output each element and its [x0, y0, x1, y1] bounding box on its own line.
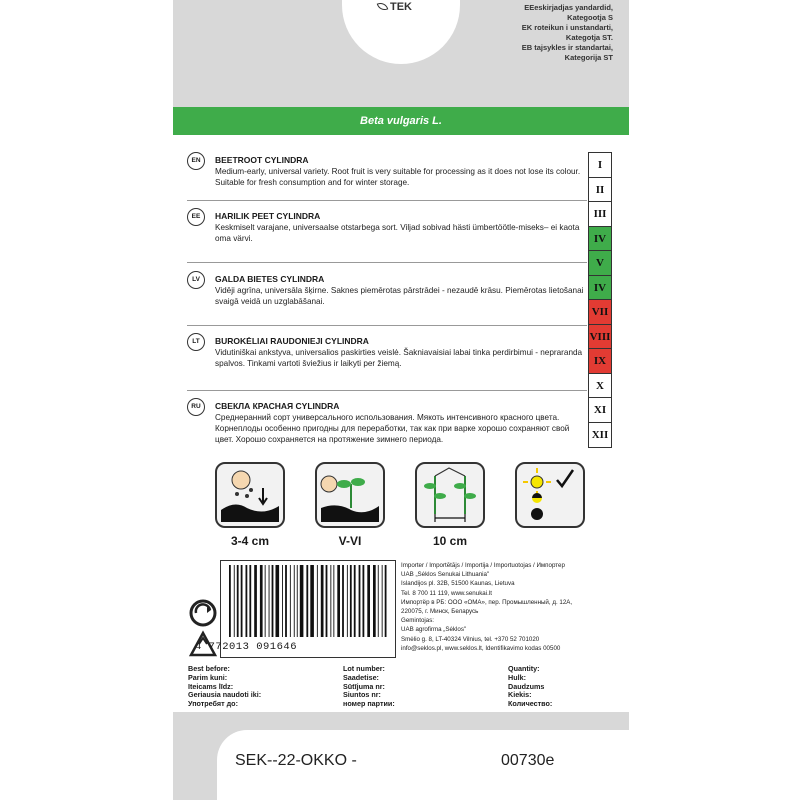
barcode-bar [297, 565, 298, 637]
barcode-bar [254, 565, 257, 637]
divider [187, 325, 587, 326]
importer-line: Импортёр в РБ: ООО «ОМА», пер. Промышленный, д. 12А, [401, 598, 573, 606]
month-cell: III [589, 202, 611, 227]
month-cell-harvest: IX [589, 349, 611, 374]
month-cell-harvest: VII [589, 300, 611, 325]
quantity-labels [508, 665, 552, 709]
barcode-bar [294, 565, 295, 637]
barcode-bar [385, 565, 387, 637]
divider [187, 200, 587, 201]
barcode-bar [265, 565, 266, 637]
barcode-bar [359, 565, 361, 637]
barcode-bar [285, 565, 287, 637]
importer-line: UAB „Sėklos Senukai Lithuania" [401, 571, 490, 579]
barcode-bar [269, 565, 270, 637]
standards-text [473, 3, 613, 63]
importer-line: Smėlio g. 8, LT-40324 Vilnius, tel. +370 52 701020 [401, 635, 540, 643]
lang-badge: EN [187, 152, 205, 170]
month-cell: X [589, 374, 611, 399]
barcode-bar [290, 565, 291, 637]
section-title: СВЕКЛА КРАСНАЯ CYLINDRA [215, 401, 340, 411]
importer-line: UAB agrofirma „Sėklos" [401, 626, 467, 634]
recycle-triangle-icon [188, 630, 218, 660]
info-label: Daudzums [508, 681, 545, 691]
batch-code: 00730e [501, 752, 555, 769]
barcode-bar [237, 565, 239, 637]
section-body: Среднеранний сорт универсального использования. Мякоть интенсивного красного цвета. Корнеплоды особенно пригодны для переработки, так как при варке хорошо сохраняют свой цвет. Хорошо сохраняется на протяжение зимнего периода. [215, 413, 570, 444]
planting-month-label: V-VI [338, 534, 362, 548]
section-title: BEETROOT CYLINDRA [215, 155, 309, 165]
info-label: Best before: [188, 664, 230, 673]
barcode-bar [229, 565, 231, 637]
barcode-bar [260, 565, 263, 637]
barcode-bar [276, 565, 280, 637]
importer-line: 220075, г. Минск, Беларусь [401, 608, 479, 616]
seed-packet-back [173, 0, 629, 800]
section-body: Keskmiselt varajane, universaalse otstarbega sort. Viljad sobivad hästi ümbertöötle-miseks– ei kaota oma värvi. [215, 223, 580, 243]
importer-line: Importer / Importētājs / Importija / Importuotojas / Импортер [401, 562, 565, 569]
lang-badge: LT [187, 333, 205, 351]
info-label: Lot number: [343, 664, 385, 673]
barcode-number: 4 772013 091646 [195, 641, 298, 653]
month-cell-sowing: IV [589, 227, 611, 252]
standard-line: EK roteikun i unstandarti, [521, 23, 613, 32]
brand-logo: TEK [378, 1, 412, 13]
lang-badge: EE [187, 208, 205, 226]
barcode-bar [234, 565, 235, 637]
barcode-bar [363, 565, 365, 637]
info-label: Hulk: [508, 672, 526, 682]
divider [187, 262, 587, 263]
leaf-icon [377, 1, 389, 13]
info-label: Количество: [508, 699, 553, 709]
info-label: Geriausia naudoti iki: [188, 690, 262, 700]
standard-line: Kategootja S [567, 13, 613, 22]
barcode-bar [249, 565, 251, 637]
section-title: HARILIK PEET CYLINDRA [215, 211, 321, 221]
barcode-bar [337, 565, 340, 637]
importer-line: Islandijos pl. 32B, 51500 Kaunas, Lietuva [401, 580, 515, 588]
standard-line: EEeskirjadjas yandardid, [524, 3, 613, 12]
barcode-bar [306, 565, 308, 637]
section-title: BUROKĖLIAI RAUDONIEJI CYLINDRA [215, 336, 369, 346]
species-title: Beta vulgaris L. [173, 107, 629, 135]
barcode-bar [382, 565, 383, 637]
lot-number-labels [343, 665, 395, 709]
info-label: Sūtījuma nr: [343, 681, 385, 691]
barcode-bar [330, 565, 331, 637]
barcode-bar [282, 565, 283, 637]
barcode-bar [272, 565, 274, 637]
info-label: Saadetise: [343, 672, 379, 682]
importer-info [401, 561, 626, 653]
month-cell-harvest: VIII [589, 325, 611, 350]
section-body: Vidutiniškai ankstyva, universalios paskirties veislė. Šakniavaisiai labai tinka perdirbimui - nepraranda spalvos. Tinkami vartoti šviežius ir laikyti per žiemą. [215, 348, 583, 368]
section-body: Vidēji agrīna, universāla šķirne. Saknes piemērotas pārstrādei - nezaudē krāsu. Piemērotas lietošanai svaigā veidā un uzglabāšanai. [215, 286, 584, 306]
info-label: номер партии: [343, 699, 395, 709]
planting-month-icon [315, 462, 385, 528]
barcode-bar [241, 565, 243, 637]
barcode-bar [342, 565, 344, 637]
info-label: Употребят до: [188, 699, 238, 709]
lang-badge: RU [187, 398, 205, 416]
month-cell: I [589, 153, 611, 178]
barcode-bar [310, 565, 314, 637]
month-cell-sowing: IV [589, 276, 611, 301]
month-cell: XI [589, 398, 611, 423]
section-title: GALDA BIETES CYLINDRA [215, 274, 325, 284]
divider [187, 390, 587, 391]
standard-line: Kategotja ST. [565, 33, 613, 42]
barcode-bar [350, 565, 352, 637]
section-body: Medium-early, universal variety. Root fruit is very suitable for processing as it does not lose its colour. Suitable for fresh consumption and for winter storage. [215, 167, 581, 187]
barcode-bar [378, 565, 379, 637]
sowing-depth-label: 3-4 cm [230, 534, 270, 548]
lang-badge: LV [187, 271, 205, 289]
month-cell: II [589, 178, 611, 203]
plant-spacing-label: 10 cm [432, 534, 468, 548]
product-code: SEK--22-OKKO - [235, 752, 357, 769]
importer-line: Gemintojas: [401, 617, 435, 625]
standard-line: Kategorija ST [564, 53, 613, 62]
barcode-bar [347, 565, 348, 637]
barcode-bar [326, 565, 328, 637]
barcode-bar [354, 565, 356, 637]
info-label: Quantity: [508, 664, 540, 673]
barcode-bar [246, 565, 248, 637]
info-label: Kiekis: [508, 690, 532, 700]
importer-line: info@seklos.pl, www.seklos.lt, Identifikavimo kodas 00500 [401, 644, 561, 652]
sowing-depth-icon [215, 462, 285, 528]
barcode-bar [300, 565, 304, 637]
info-label: Parim kuni: [188, 672, 228, 682]
month-cell-sowing: V [589, 251, 611, 276]
barcode-bar [317, 565, 318, 637]
barcode-bar [367, 565, 370, 637]
barcode [221, 561, 394, 641]
recycle-arrows-icon [188, 598, 218, 628]
info-label: Siuntos nr: [343, 690, 381, 700]
best-before-labels [188, 665, 261, 709]
barcode-bar [333, 565, 334, 637]
plant-spacing-icon [415, 462, 485, 528]
standard-line: EB tajsykles ir standartai, [521, 43, 613, 52]
barcode-bar [373, 565, 376, 637]
info-label: Iteicams līdz: [188, 681, 234, 691]
month-calendar [588, 152, 612, 448]
sun-shade-icon [515, 462, 585, 528]
month-cell: XII [591, 428, 609, 441]
barcode-bar [321, 565, 324, 637]
importer-line: Tel. 8 700 11 119, www.senukai.lt [401, 589, 492, 597]
